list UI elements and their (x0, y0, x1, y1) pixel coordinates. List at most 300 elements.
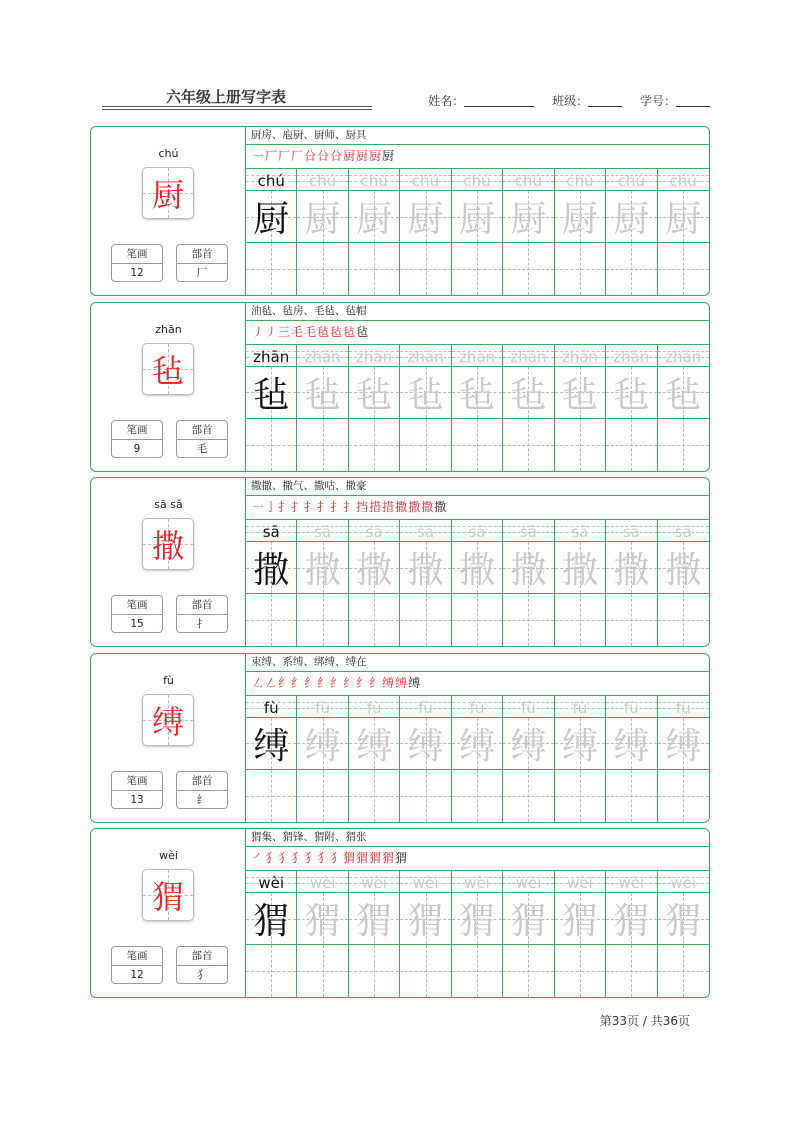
blank-practice-cell[interactable] (297, 594, 347, 646)
char-practice-cell[interactable] (452, 191, 502, 243)
pinyin-cell (606, 520, 656, 542)
practice-column (555, 696, 606, 822)
pinyin-label: wèi (159, 849, 178, 862)
radical-box (176, 244, 228, 282)
stroke-step: 纟 (330, 675, 344, 690)
blank-practice-cell[interactable] (503, 419, 553, 471)
blank-practice-cell[interactable] (349, 594, 399, 646)
big-char: 缚 (151, 702, 184, 741)
practice-char: 撒 (510, 550, 547, 591)
stroke-step: 毛 (291, 324, 305, 339)
practice-column (246, 345, 297, 471)
pinyin-text: wèi (412, 874, 439, 892)
char-practice-cell[interactable] (297, 367, 347, 419)
blank-practice-cell[interactable] (606, 770, 656, 822)
grid-line (606, 445, 656, 446)
class-blank[interactable] (588, 95, 622, 107)
practice-grid (246, 696, 709, 822)
blank-practice-cell[interactable] (606, 594, 656, 646)
grid-line (349, 971, 399, 972)
blank-practice-cell[interactable] (246, 594, 296, 646)
blank-practice-cell[interactable] (297, 243, 347, 295)
grid-line (349, 445, 399, 446)
practice-column (606, 871, 657, 997)
blank-practice-cell[interactable] (400, 419, 450, 471)
practice-char: 猬 (356, 901, 393, 942)
stroke-order (246, 672, 709, 696)
blank-practice-cell[interactable] (246, 945, 296, 997)
stroke-step: 纟 (278, 675, 292, 690)
blank-practice-cell[interactable] (658, 945, 709, 997)
practice-column (452, 871, 503, 997)
stroke-step: 扌 (304, 500, 318, 514)
pinyin-cell (658, 696, 709, 718)
char-practice-cell[interactable] (503, 367, 553, 419)
blank-practice-cell[interactable] (297, 419, 347, 471)
char-practice-cell[interactable] (658, 542, 709, 594)
practice-char: 毡 (613, 374, 650, 416)
blank-practice-cell[interactable] (555, 945, 605, 997)
char-info-panel (91, 303, 246, 471)
radical-box (176, 595, 228, 633)
pinyin-text: fù (623, 698, 639, 717)
practice-column (606, 345, 657, 471)
practice-column (452, 345, 503, 471)
practice-char: 缚 (304, 725, 341, 767)
char-practice-cell[interactable] (349, 191, 399, 243)
blank-practice-cell[interactable] (349, 945, 399, 997)
practice-char: 猬 (665, 901, 702, 942)
char-practice-cell[interactable] (503, 191, 553, 243)
char-practice-cell[interactable] (246, 367, 296, 419)
char-practice-cell[interactable] (658, 718, 709, 770)
meta-title: 笔画 (112, 947, 162, 966)
grid-line (297, 620, 347, 621)
meta-value: 犭 (196, 969, 208, 981)
char-practice-cell[interactable] (246, 542, 296, 594)
stroke-step: ㇐ (252, 500, 266, 514)
class-field[interactable] (552, 92, 622, 109)
blank-practice-cell[interactable] (606, 243, 656, 295)
practice-panel (246, 127, 709, 295)
char-card (90, 653, 710, 823)
stroke-step: 猬 (343, 851, 357, 865)
stroke-step: 缚 (395, 675, 409, 690)
practice-char: 厨 (407, 199, 444, 240)
stroke-step: 犭 (278, 851, 292, 865)
grid-line (349, 796, 399, 797)
pinyin-label: sā sǎ (154, 498, 183, 511)
page-title: 六年级上册写字表 (166, 88, 287, 106)
pinyin-label: fù (163, 673, 174, 687)
char-practice-cell[interactable] (452, 542, 502, 594)
pinyin-cell (503, 871, 553, 893)
pinyin-text: chú (514, 172, 543, 190)
grid-line (452, 620, 502, 621)
stroke-order (246, 496, 709, 520)
stroke-step: 毡 (343, 324, 357, 339)
meta-title: 笔画 (112, 421, 162, 440)
meta-title: 部首 (177, 421, 227, 440)
grid-line (400, 971, 450, 972)
practice-char: 毡 (665, 374, 702, 416)
pinyin-text: chú (309, 172, 337, 190)
stroke-step: 撒 (395, 500, 409, 514)
char-practice-cell[interactable] (503, 718, 553, 770)
grid-line (503, 269, 553, 270)
practice-char: 撒 (407, 550, 444, 591)
example-words: 撒撒、撒气、撒咕、撒豪 (246, 478, 709, 496)
blank-practice-cell[interactable] (606, 419, 656, 471)
char-practice-cell[interactable] (349, 542, 399, 594)
big-char: 厨 (151, 176, 184, 214)
practice-panel (246, 478, 709, 646)
pinyin-text: sā (365, 523, 383, 541)
example-words: 猬集、猬锋、猬附、猬张 (246, 829, 709, 847)
pinyin-text: sā (417, 523, 435, 541)
blank-practice-cell[interactable] (658, 594, 709, 646)
char-info-panel (91, 127, 246, 295)
blank-practice-cell[interactable] (400, 243, 450, 295)
pinyin-cell (297, 345, 347, 367)
meta-title: 笔画 (112, 772, 162, 791)
big-char: 撒 (151, 527, 184, 565)
practice-char: 毡 (510, 374, 547, 416)
stroke-step: 扌 (291, 500, 305, 514)
practice-column (503, 345, 554, 471)
blank-practice-cell[interactable] (400, 945, 450, 997)
practice-char: 毡 (304, 374, 341, 416)
blank-practice-cell[interactable] (246, 243, 296, 295)
practice-column (349, 520, 400, 646)
char-practice-cell[interactable] (658, 367, 709, 419)
name-field[interactable] (428, 92, 534, 109)
practice-char: 缚 (510, 725, 547, 767)
char-info-panel (91, 478, 246, 646)
pinyin-text: zhān (304, 347, 341, 366)
practice-column (349, 345, 400, 471)
blank-practice-cell[interactable] (400, 770, 450, 822)
pinyin-cell (606, 345, 656, 367)
title-underline-2 (102, 109, 372, 110)
char-practice-cell[interactable] (658, 893, 709, 945)
pinyin-text: wèi (515, 874, 542, 892)
stroke-count-box (111, 595, 163, 633)
big-char: 猬 (151, 878, 184, 916)
char-practice-cell[interactable] (555, 542, 605, 594)
practice-column (452, 169, 503, 295)
stroke-step: 缚 (408, 675, 422, 690)
practice-column (658, 696, 709, 822)
practice-char: 猬 (304, 901, 341, 942)
grid-line (555, 796, 605, 797)
pinyin-text: fù (418, 698, 433, 717)
char-practice-cell[interactable] (400, 367, 450, 419)
stroke-step: 扌 (330, 500, 344, 514)
blank-practice-cell[interactable] (400, 594, 450, 646)
title-underline (102, 106, 372, 107)
grid-line (658, 971, 709, 972)
stroke-count-box (111, 771, 163, 809)
char-practice-cell[interactable] (400, 893, 450, 945)
stroke-step: 纟 (291, 675, 305, 690)
pinyin-cell (400, 345, 450, 367)
grid-line (606, 796, 656, 797)
practice-char: 缚 (356, 725, 393, 767)
grid-line (452, 796, 502, 797)
id-field[interactable] (640, 92, 710, 109)
pinyin-cell (297, 696, 347, 718)
pinyin-cell (555, 520, 605, 542)
char-practice-cell[interactable] (246, 191, 296, 243)
practice-panel (246, 829, 709, 997)
char-card (90, 302, 710, 472)
stroke-step: 毡 (356, 324, 370, 339)
pinyin-text: zhān (561, 347, 598, 366)
pinyin-cell (246, 871, 296, 893)
radical-box (176, 771, 228, 809)
grid-line (400, 445, 450, 446)
pinyin-cell (349, 520, 399, 542)
stroke-step: 厨 (356, 149, 370, 163)
blank-practice-cell[interactable] (297, 770, 347, 822)
practice-char: 毡 (253, 374, 290, 416)
practice-column (297, 871, 348, 997)
grid-line (503, 796, 553, 797)
practice-panel (246, 654, 709, 822)
pinyin-text: zhān (407, 347, 444, 366)
meta-title: 部首 (177, 772, 227, 791)
example-words: 油毡、毡房、毛毡、毡帽 (246, 303, 709, 321)
radical-box (176, 946, 228, 984)
practice-char: 撒 (304, 550, 341, 591)
stroke-step: 扌 (278, 500, 292, 514)
grid-line (555, 620, 605, 621)
pinyin-cell (555, 696, 605, 718)
grid-line (246, 971, 296, 972)
pinyin-text: wèi (258, 874, 285, 892)
grid-line (297, 796, 347, 797)
blank-practice-cell[interactable] (658, 243, 709, 295)
grid-line (246, 445, 296, 446)
char-practice-cell[interactable] (349, 718, 399, 770)
stroke-step: 厂 (291, 149, 305, 163)
practice-char: 厨 (613, 199, 650, 240)
blank-practice-cell[interactable] (503, 945, 553, 997)
practice-column (400, 871, 451, 997)
practice-char: 撒 (613, 550, 650, 591)
class-label: 班级： (552, 94, 589, 108)
grid-line (400, 620, 450, 621)
pinyin-cell (503, 696, 553, 718)
stroke-step: 撒 (434, 500, 448, 514)
char-practice-cell[interactable] (606, 367, 656, 419)
grid-line (606, 971, 656, 972)
stroke-step: 纟 (317, 675, 331, 690)
char-display-box (142, 518, 194, 570)
pinyin-cell (658, 871, 709, 893)
stroke-step: 毛 (304, 324, 318, 339)
stroke-step: 缚 (382, 675, 396, 690)
char-practice-cell[interactable] (452, 367, 502, 419)
pinyin-cell (503, 345, 553, 367)
blank-practice-cell[interactable] (555, 770, 605, 822)
blank-practice-cell[interactable] (555, 243, 605, 295)
grid-line (452, 445, 502, 446)
practice-column (246, 169, 297, 295)
blank-practice-cell[interactable] (503, 243, 553, 295)
pinyin-text: zhān (356, 347, 393, 366)
meta-title: 笔画 (112, 596, 162, 615)
stroke-step: 三 (278, 324, 292, 339)
char-practice-cell[interactable] (349, 367, 399, 419)
char-practice-cell[interactable] (400, 718, 450, 770)
practice-char: 厨 (304, 199, 341, 240)
meta-value: 15 (130, 618, 144, 630)
char-display-box (142, 694, 194, 746)
char-practice-cell[interactable] (246, 893, 296, 945)
char-practice-cell[interactable] (297, 718, 347, 770)
blank-practice-cell[interactable] (349, 419, 399, 471)
stroke-step: 㕣 (304, 149, 318, 163)
grid-line (297, 269, 347, 270)
blank-practice-cell[interactable] (297, 945, 347, 997)
page-header (96, 80, 710, 120)
stroke-step: 犭 (317, 851, 331, 865)
char-practice-cell[interactable] (400, 191, 450, 243)
blank-practice-cell[interactable] (452, 770, 502, 822)
pinyin-text: wèi (361, 874, 387, 892)
grid-line (400, 796, 450, 797)
stroke-count-box (111, 244, 163, 282)
practice-char: 猬 (613, 901, 650, 942)
pinyin-cell (452, 520, 502, 542)
pinyin-cell (349, 169, 399, 191)
char-info-panel (91, 654, 246, 822)
char-practice-cell[interactable] (606, 191, 656, 243)
practice-column (503, 520, 554, 646)
grid-line (452, 269, 502, 270)
char-practice-cell[interactable] (555, 367, 605, 419)
char-practice-cell[interactable] (606, 542, 656, 594)
blank-practice-cell[interactable] (246, 770, 296, 822)
stroke-step: 纟 (343, 675, 357, 690)
pinyin-cell (503, 169, 553, 191)
pinyin-cell (246, 345, 296, 367)
example-words: 厨房、庖厨、厨师、厨具 (246, 127, 709, 145)
id-blank[interactable] (676, 95, 710, 107)
meta-value: 9 (133, 442, 141, 455)
big-char: 毡 (151, 351, 184, 390)
practice-char: 毡 (356, 374, 393, 416)
blank-practice-cell[interactable] (452, 594, 502, 646)
pinyin-text: sā (468, 523, 486, 541)
practice-column (297, 345, 348, 471)
meta-value: 12 (130, 969, 144, 981)
char-display-box (142, 869, 194, 921)
practice-char: 缚 (665, 725, 702, 767)
char-practice-cell[interactable] (297, 893, 347, 945)
blank-practice-cell[interactable] (349, 770, 399, 822)
meta-title: 笔画 (112, 245, 162, 264)
char-practice-cell[interactable] (555, 718, 605, 770)
blank-practice-cell[interactable] (503, 770, 553, 822)
stroke-step: 厂 (278, 149, 292, 163)
char-practice-cell[interactable] (246, 718, 296, 770)
stroke-step: ㇓ (252, 324, 266, 339)
char-practice-cell[interactable] (555, 191, 605, 243)
stroke-step: 猬 (369, 851, 383, 865)
char-practice-cell[interactable] (503, 542, 553, 594)
stroke-count-box (111, 946, 163, 984)
practice-char: 猬 (253, 901, 290, 942)
char-practice-cell[interactable] (606, 718, 656, 770)
name-blank[interactable] (464, 95, 534, 107)
pinyin-cell (452, 345, 502, 367)
stroke-step: 毡 (317, 324, 331, 339)
practice-grid (246, 345, 709, 471)
blank-practice-cell[interactable] (452, 419, 502, 471)
stroke-step: 扌 (317, 500, 331, 514)
practice-char: 毡 (458, 374, 495, 416)
blank-practice-cell[interactable] (658, 419, 709, 471)
practice-column (503, 169, 554, 295)
char-practice-cell[interactable] (452, 893, 502, 945)
practice-char: 猬 (510, 901, 547, 942)
blank-practice-cell[interactable] (452, 243, 502, 295)
pinyin-text: fù (263, 698, 279, 717)
stroke-step: ㇜ (252, 675, 266, 690)
char-practice-cell[interactable] (503, 893, 553, 945)
stroke-count-box (111, 420, 163, 458)
blank-practice-cell[interactable] (503, 594, 553, 646)
blank-practice-cell[interactable] (555, 594, 605, 646)
char-practice-cell[interactable] (349, 893, 399, 945)
pinyin-text: chú (566, 172, 594, 190)
char-practice-cell[interactable] (452, 718, 502, 770)
stroke-step: 厨 (382, 149, 396, 163)
stroke-step: 犭 (304, 851, 318, 865)
practice-char: 毡 (561, 374, 598, 416)
meta-value: 厂 (196, 267, 208, 279)
stroke-step: 犭 (265, 851, 279, 865)
name-label: 姓名： (428, 94, 465, 108)
char-practice-cell[interactable] (658, 191, 709, 243)
practice-char: 厨 (665, 199, 702, 240)
practice-char: 厨 (458, 199, 495, 240)
blank-practice-cell[interactable] (246, 419, 296, 471)
practice-char: 厨 (253, 199, 290, 240)
meta-title: 部首 (177, 947, 227, 966)
char-practice-cell[interactable] (297, 542, 347, 594)
char-practice-cell[interactable] (606, 893, 656, 945)
page-number: 第33页 / 共36页 (599, 1014, 690, 1028)
blank-practice-cell[interactable] (452, 945, 502, 997)
blank-practice-cell[interactable] (606, 945, 656, 997)
blank-practice-cell[interactable] (349, 243, 399, 295)
pinyin-text: sā (571, 523, 589, 541)
blank-practice-cell[interactable] (555, 419, 605, 471)
char-practice-cell[interactable] (400, 542, 450, 594)
pinyin-text: fù (315, 698, 331, 717)
pinyin-cell (349, 871, 399, 893)
pinyin-cell (400, 520, 450, 542)
practice-column (297, 169, 348, 295)
char-practice-cell[interactable] (555, 893, 605, 945)
blank-practice-cell[interactable] (658, 770, 709, 822)
pinyin-text: chú (411, 172, 440, 190)
char-practice-cell[interactable] (297, 191, 347, 243)
